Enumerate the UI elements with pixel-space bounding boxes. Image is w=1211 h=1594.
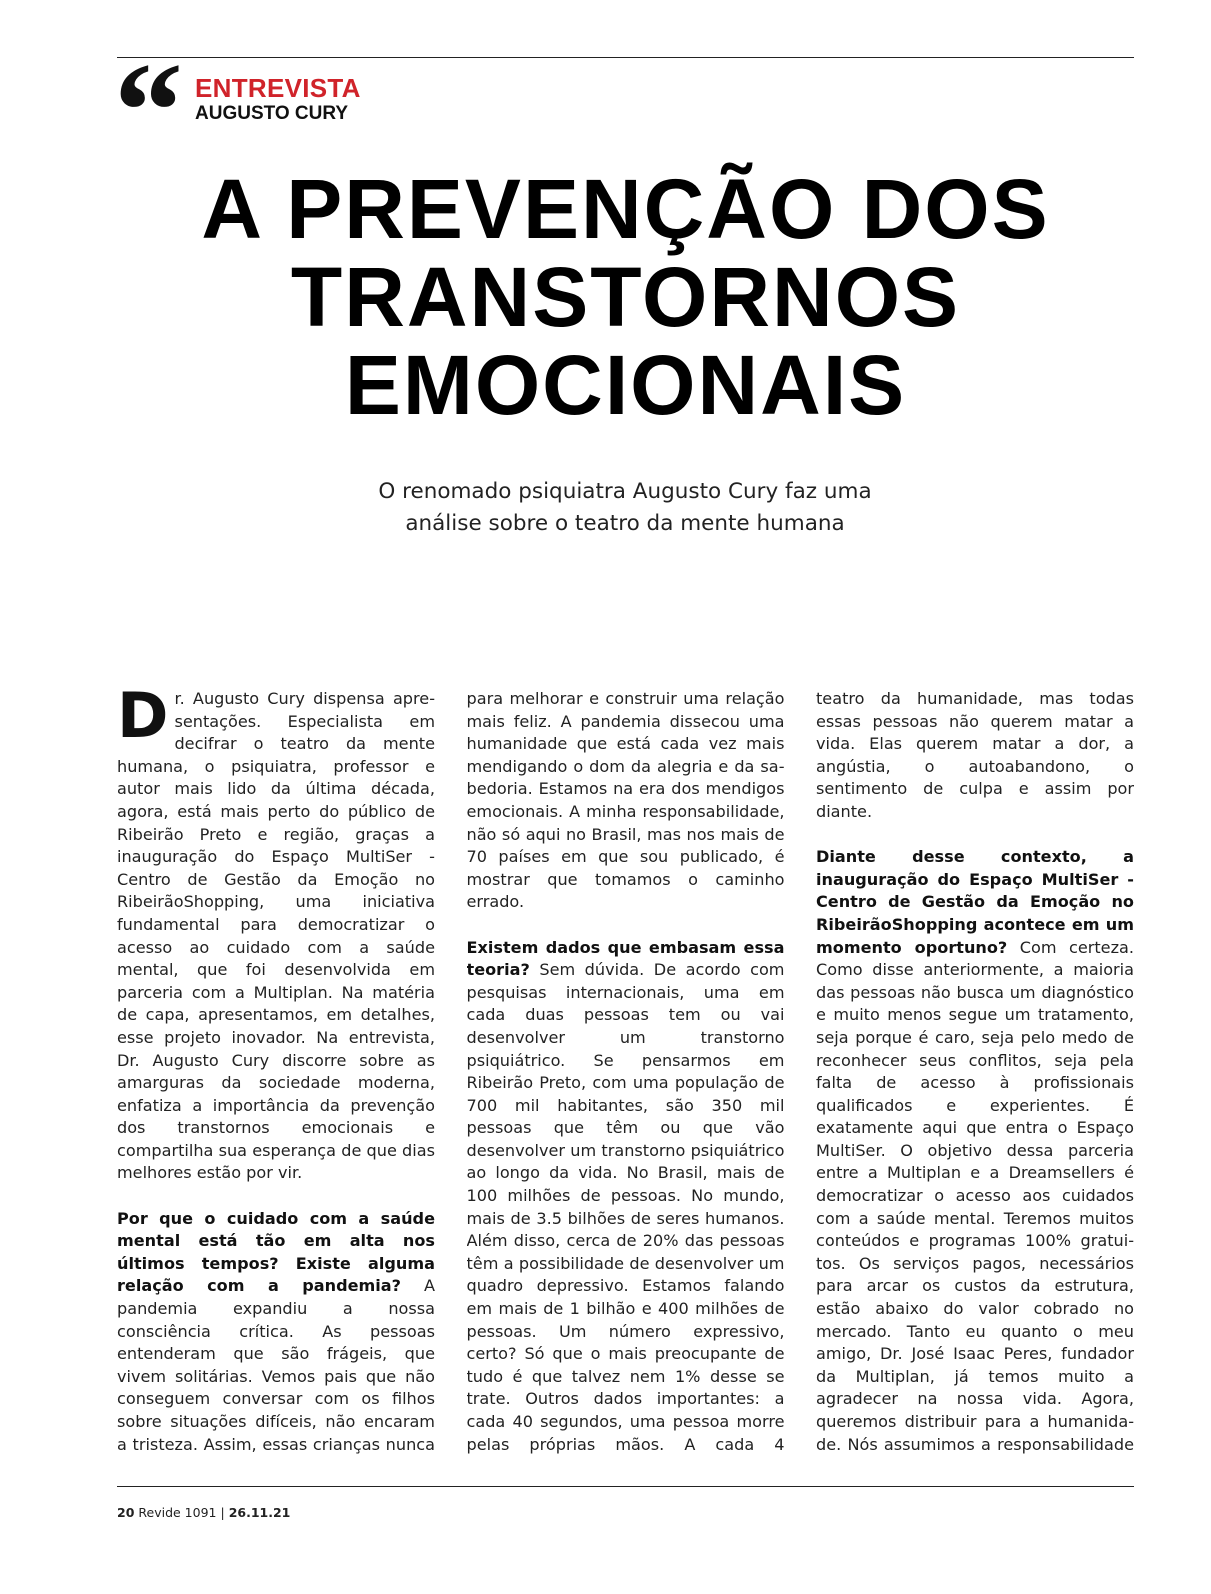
qa-paragraph [467,937,785,1458]
answer-continued: para melhorar e construir uma relação mais feliz. A pandemia dissecou uma humanidade que está cada vez mais mendigando o dom da alegria e da sabedoria. Estamos na era dos mendigos emocionais. A minha responsabilidade, não só aqui no Brasil, mas nos mais de 70 países em que sou publicado, é mostrar que tomamos o caminho errado. [466,689,785,912]
question: Por que o cuidado com a saúde mental está tão em alta nos últimos tempos? Existe alguma relação com a pandemia? [117,1208,435,1296]
headline-line: EMOCIONAIS [344,338,907,432]
issue-date: 26.11.21 [228,1505,291,1520]
interviewee-name: AUGUSTO CURY [195,103,349,124]
magazine-issue: Revide 1091 [138,1505,217,1520]
answer: A pandemia expandiu a nossa consciência crítica. As pessoas entenderam que são frágeis, que vivem solitárias. Vemos pais que não conseguem conversar com os filhos sobre situações difíceis, não encaram a tristeza. Assim, essas crianças nunca [117,1276,435,1454]
subtitle-line: O renomado psiquiatra Augusto Cury faz uma [378,479,872,504]
quote-mark-icon: “ [114,34,183,187]
page-number: 20 [117,1505,135,1520]
intro-text: r. Augusto Cury dispensa apresentações. Especialista em decifrar o teatro da mente humana, o psiquiatra, professor e autor mais lido da última década, agora, está mais perto do público de Ribeirão Preto e região, graças a inauguração do Espaço MultiSer - Centro de Gestão da Emoção no RibeirãoShopping, uma iniciativa fundamental para democratizar o acesso ao cuidado com a saúde mental, que foi desenvolvida em parceria com a Multiplan. Na matéria de capa, apresentamos, em detalhes, esse projeto inovador. Na entrevista, Dr. Augusto Cury discorre sobre as amarguras da sociedade moderna, enfatiza a importância da prevenção dos transtornos emocionais e compartilha sua esperança de que dias melhores estão por vir. [117,689,435,1183]
drop-cap: D [117,688,169,752]
subtitle [250,476,1000,540]
headline [117,162,1134,432]
column-2 [467,688,785,1458]
column-3 [816,688,1134,1458]
answer: Com certeza. Como disse anteriormente, a maioria das pessoas não busca um diagnóstico e muito menos segue um tratamento, seja porque é caro, seja pelo medo de reconhecer seus conflitos, seja pela falta de acesso à profissionais qualificados e experientes. É exatamente aqui que entra o Espaço MultiSer. O objetivo dessa parceria entre a Multiplan e a Dreamsellers é democratizar o acesso aos cuidados com a saúde mental. Teremos muitos conteúdos e programas 100% gratuitos. Os serviços pagos, necessários para arcar os custos da estrutura, estão abaixo do valor cobrado no mercado. Tanto eu quanto o meu amigo, Dr. José Isaac Peres, fundador da Multiplan, já temos muito a agradecer na nossa vida. Agora, queremos distribuir para a humanidade. Nós assumimos a responsabilidade [816,937,1134,1454]
headline-line: TRANSTORNOS [290,250,961,344]
section-title: ENTREVISTA [195,73,361,103]
answer-continued: teatro da humanidade, mas todas essas pessoas não querem matar a vida. Elas querem matar a dor, a angústia, o autoabandono, o sentimento de culpa e assim por diante. [816,689,1134,821]
qa-paragraph [117,1208,435,1458]
intro-paragraph [117,688,435,1185]
bottom-rule [117,1486,1134,1487]
question: Diante desse contexto, a inauguração do Espaço MultiSer - Centro de Gestão da Emoção no RibeirãoShopping acontece em um momento oportuno? [816,847,1134,957]
headline-line: A PREVENÇÃO DOS [201,162,1050,256]
article-body [117,688,1134,1458]
footer-separator: | [220,1505,225,1520]
subtitle-line: análise sobre o teatro da mente humana [405,511,845,536]
qa-paragraph [816,846,1134,1458]
answer: Sem dúvida. De acordo com pesquisas internacionais, uma em cada duas pessoas tem ou vai desenvolver um transtorno psiquiátrico. Se pensarmos em Ribeirão Preto, com uma população de 700 mil habitantes, são 350 mil pessoas que têm ou que vão desenvolver um transtorno psiquiátrico ao longo da vida. No Brasil, mais de 100 milhões de pessoas. No mundo, mais de 3.5 bilhões de seres humanos. Além disso, cerca de 20% das pessoas têm a possibilidade de desenvolver um quadro depressivo. Estamos falando em mais de 1 bilhão e 400 milhões de pessoas. Um número expressivo, certo? Só que o mais preocupante de tudo é que talvez nem 1% desse se trate. Outros dados importantes: a cada 40 segundos, uma pessoa morre pelas próprias mãos. A cada 4 [466,960,785,1454]
column-1 [117,688,435,1458]
top-rule [117,57,1134,58]
question: Existem dados que embasam essa teoria? [466,937,785,980]
page-footer [117,1505,290,1520]
